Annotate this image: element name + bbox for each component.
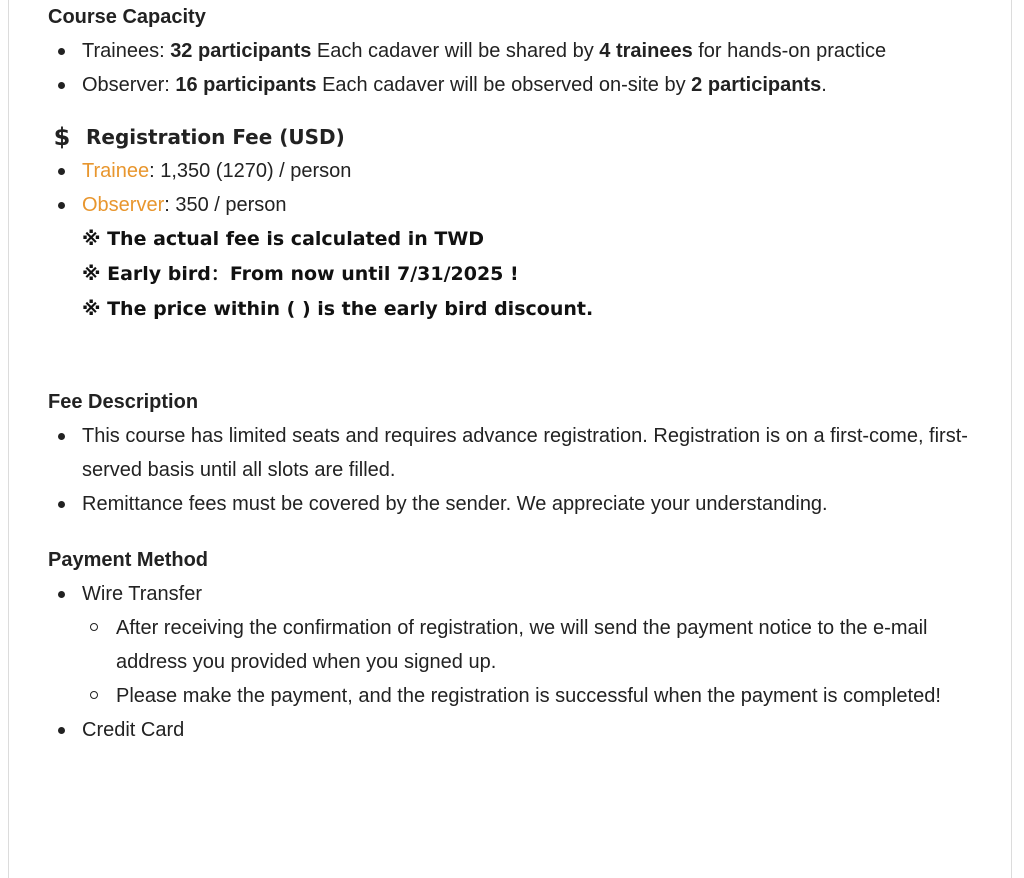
fee-trainee-label: Trainee [82,160,150,182]
registration-fee-title: Registration Fee (USD) [86,125,345,149]
capacity-list [48,34,998,102]
wire-transfer-steps [82,611,998,713]
payment-method-section [48,543,998,747]
registration-fee-heading [48,120,998,154]
fee-note-early-bird: ※ Early bird：From now until 7/31/2025 ! [82,263,519,285]
fee-note-discount: ※ The price within ( ) is the early bird discount. [82,298,594,320]
observer-prefix: Observer: [82,74,176,96]
wire-transfer-step: After receiving the confirmation of registration, we will send the payment notice to the e-mail address you provided when you signed up. [82,611,998,679]
capacity-trainees-item [48,34,998,68]
observer-share: 2 participants [691,74,822,96]
observer-suffix: . [821,74,827,96]
course-capacity-heading: Course Capacity [48,6,206,28]
fee-trainee-value: : 1,350 (1270) / person [149,160,352,182]
fee-observer-label: Observer [82,194,165,216]
main-content [48,0,998,747]
payment-wire-transfer-item [48,577,998,713]
payment-method-list [48,577,998,747]
wire-transfer-step: Please make the payment, and the registration is successful when the payment is completed! [82,679,998,713]
trainees-share: 4 trainees [599,40,693,62]
capacity-observer-item [48,68,998,102]
dollar-icon: $ [53,123,71,151]
trainees-count: 32 participants [170,40,312,62]
wire-transfer-label: Wire Transfer [82,583,203,605]
fee-description-item: Remittance fees must be covered by the sender. We appreciate your understanding. [48,487,998,521]
observer-middle: Each cadaver will be observed on-site by [316,74,692,96]
registration-fee-section [48,120,998,327]
section-spacer [48,521,998,543]
payment-credit-card-item [48,713,998,747]
trainees-prefix: Trainees: [82,40,171,62]
payment-method-heading: Payment Method [48,549,209,571]
section-spacer [48,327,998,385]
trainees-middle: Each cadaver will be shared by [311,40,600,62]
fee-note-twd: ※ The actual fee is calculated in TWD [82,228,485,250]
fee-description-section [48,385,998,521]
fee-description-list [48,419,998,521]
fee-observer-value: : 350 / person [164,194,287,216]
fee-observer-item [48,188,998,222]
course-capacity-section [48,0,998,102]
trainees-suffix: for hands-on practice [692,40,887,62]
credit-card-label: Credit Card [82,719,185,741]
fee-trainee-item [48,154,998,188]
fee-description-item: This course has limited seats and requires advance registration. Registration is on a first-come, first-served basis until all slots are filled. [48,419,998,487]
fee-description-heading: Fee Description [48,391,199,413]
observer-count: 16 participants [175,74,317,96]
fee-list [48,154,998,222]
